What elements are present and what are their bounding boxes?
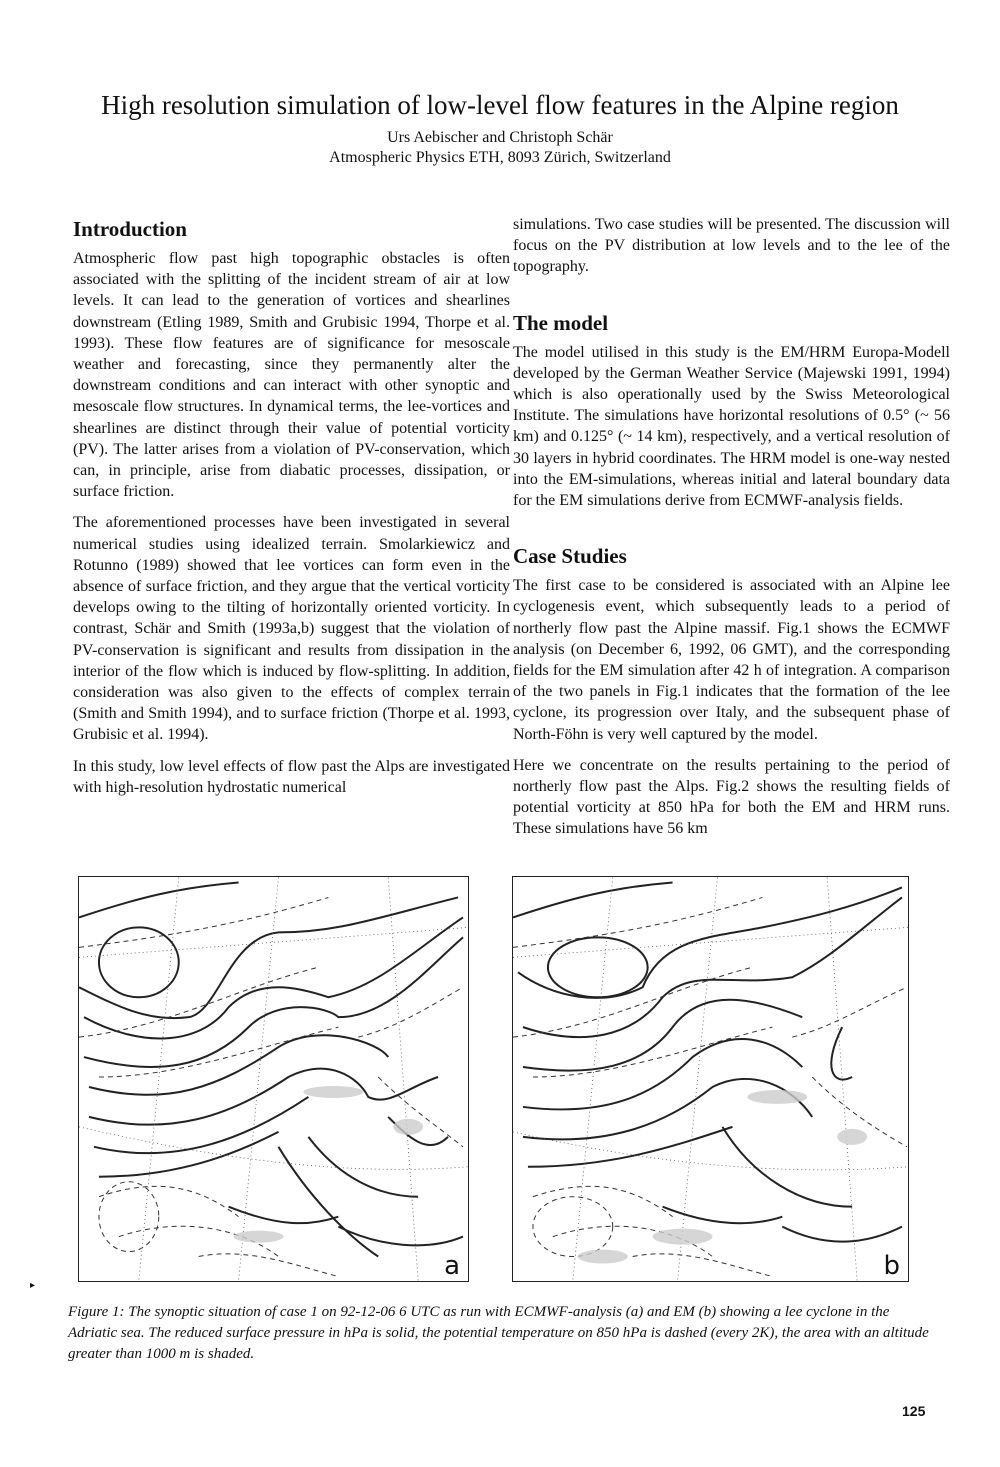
panel-label-a: a bbox=[444, 1251, 460, 1281]
section-heading-model: The model bbox=[513, 310, 609, 335]
section-heading-introduction: Introduction bbox=[73, 217, 187, 241]
panel-label-b: b bbox=[883, 1251, 900, 1281]
margin-mark: ▸ bbox=[30, 1280, 36, 1291]
intro-paragraph-1: Atmospheric flow past high topographic obstacles is often associated with the splitting of the incident stream of air at low levels. It can lead to the generation of vortices and shearlines downstream (Etling 1989, Smith and Grubisic 1994, Thorpe et al. 1993). These flow features are of significance for mesoscale weather and forecasting, since they permanently alter the downstream conditions and can interact with other synoptic and mesoscale flow structures. In dynamical terms, the lee-vortices and shearlines are distinct through their value of potential vorticity (PV). The latter arises from a violation of PV-conservation, which can, in principle, arise from diabatic processes, dissipation, or surface friction. bbox=[73, 250, 510, 501]
authors: Urs Aebischer and Christoph Schär bbox=[387, 129, 613, 146]
left-column bbox=[73, 216, 510, 808]
intro-paragraph-2: The aforementioned processes have been investigated in several numerical studies using idealized terrain. Smolarkiewicz and Rotunno (1989) showed that lee vortices can form even in the absence of surface friction, and they argue that the vertical vorticity develops owing to the tilting of horizontally oriented vorticity. In contrast, Schär and Smith (1993a,b) suggest that the violation of PV-conservation is significant and results from dissipation in the interior of the flow which is induced by flow-splitting. In addition, consideration was also given to the effects of complex terrain (Smith and Smith 1994), and to surface friction (Thorpe et al. 1993, Grubisic et al. 1994). bbox=[73, 514, 510, 744]
author-block bbox=[0, 128, 1000, 168]
intro-paragraph-3-continued: simulations. Two case studies will be presented. The discussion will focus on the PV distribution at low levels and to the lee of the topography. bbox=[513, 216, 950, 276]
case-paragraph-2: Here we concentrate on the results pertaining to the period of northerly flow past the Alps. Fig.2 shows the resulting fields of potential vorticity at 850 hPa for both the EM and HRM runs. These simulations have 56 km bbox=[513, 756, 950, 838]
paper-title: High resolution simulation of low-level flow features in the Alpine region bbox=[101, 90, 899, 120]
figure-panel-a bbox=[78, 876, 469, 1282]
intro-paragraph-3: In this study, low level effects of flow past the Alps are investigated with high-resolution hydrostatic numerical bbox=[73, 757, 510, 796]
case-paragraph-1: The first case to be considered is associated with an Alpine lee cyclogenesis event, which subsequently leads to a period of northerly flow past the Alpine massif. Fig.1 shows the ECMWF analysis (on December 6, 1992, 06 GMT), and the corresponding fields for the EM simulation after 42 h of integration. A comparison of the two panels in Fig.1 indicates that the formation of the lee cyclone, its progression over Italy, and the subsequent phase of North-Föhn is very well captured by the model. bbox=[513, 577, 950, 743]
affiliation: Atmospheric Physics ETH, 8093 Zürich, Switzerland bbox=[329, 149, 671, 166]
figure-caption: Figure 1: The synoptic situation of case 1 on 92-12-06 6 UTC as run with ECMWF-analysis (a) and EM (b) showing a lee cyclone in the Adriatic sea. The reduced surface pressure in hPa is solid, the potential temperature on 850 hPa is dashed (every 2K), the area with an altitude greater than 1000 m is shaded. bbox=[68, 1304, 929, 1362]
section-heading-case-studies: Case Studies bbox=[513, 544, 627, 569]
model-paragraph-1: The model utilised in this study is the EM/HRM Europa-Modell developed by the German Weather Service (Majewski 1991, 1994) which is also operationally used by the Swiss Meteorological Institute. The simulations have horizontal resolutions of 0.5° (~ 56 km) and 0.125° (~ 14 km), respectively, and a vertical resolution of 30 layers in hybrid coordinates. The HRM model is one-way nested into the EM-simulations, whereas initial and lateral boundary data for the EM simulations derive from ECMWF-analysis fields. bbox=[513, 343, 950, 510]
synoptic-map-b bbox=[513, 877, 908, 1281]
page-number: 125 bbox=[902, 1403, 926, 1419]
figure-panel-b bbox=[512, 876, 909, 1282]
synoptic-map-a bbox=[79, 877, 468, 1281]
right-column bbox=[513, 214, 950, 850]
